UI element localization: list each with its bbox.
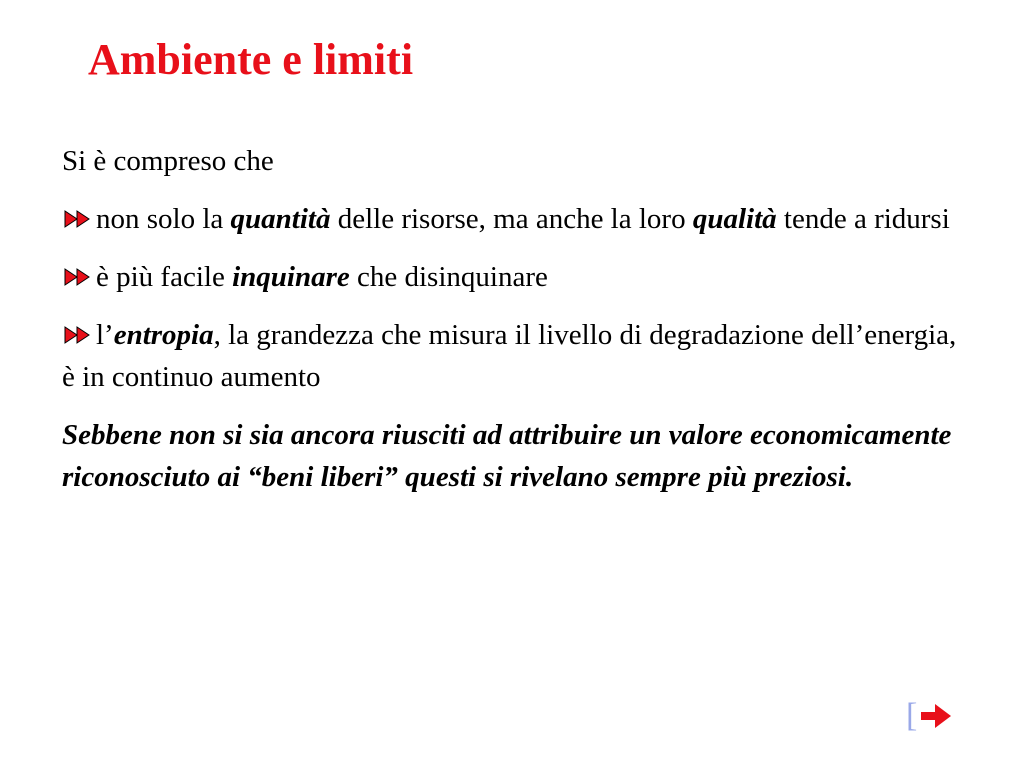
double-triangle-bullet-icon [62, 325, 92, 345]
double-triangle-bullet-icon [62, 209, 92, 229]
bullet-3-emphasis-entropia: entropia [113, 319, 214, 351]
intro-text: Si è compreso che [62, 145, 274, 177]
bullet-2-emphasis-inquinare: inquinare [232, 261, 350, 293]
bullet-2-text: è più facile [96, 261, 233, 293]
bullet-2-text-end: che disinquinare [349, 261, 548, 293]
slide-title: Ambiente e limiti [88, 35, 414, 84]
bullet-3-text: l’ [96, 319, 114, 351]
bullet-item-3 [62, 314, 962, 398]
slide-body [62, 140, 962, 498]
closing-statement: Sebbene non si sia ancora riusciti ad attribuire un valore economicamente riconosciuto ai “beni liberi” questi si rivelano sempre più preziosi. [62, 419, 952, 493]
double-triangle-bullet-icon [62, 267, 92, 287]
next-slide-nav[interactable] [906, 696, 953, 736]
right-arrow-icon[interactable] [919, 702, 953, 730]
bullet-1-emphasis-qualita: qualità [692, 203, 777, 235]
bullet-item-1 [62, 198, 962, 240]
bullet-1-emphasis-quantita: quantità [230, 203, 331, 235]
bullet-3-text-end: , la grandezza che misura il livello di degradazione dell’energia, è in continuo aumento [62, 319, 957, 393]
bullet-1-text-cont: delle risorse, ma anche la loro [330, 203, 693, 235]
bullet-item-2 [62, 256, 962, 298]
bullet-1-text: non solo la [96, 203, 231, 235]
bullet-1-text-end: tende a ridursi [776, 203, 950, 235]
nav-bracket: [ [906, 697, 918, 734]
